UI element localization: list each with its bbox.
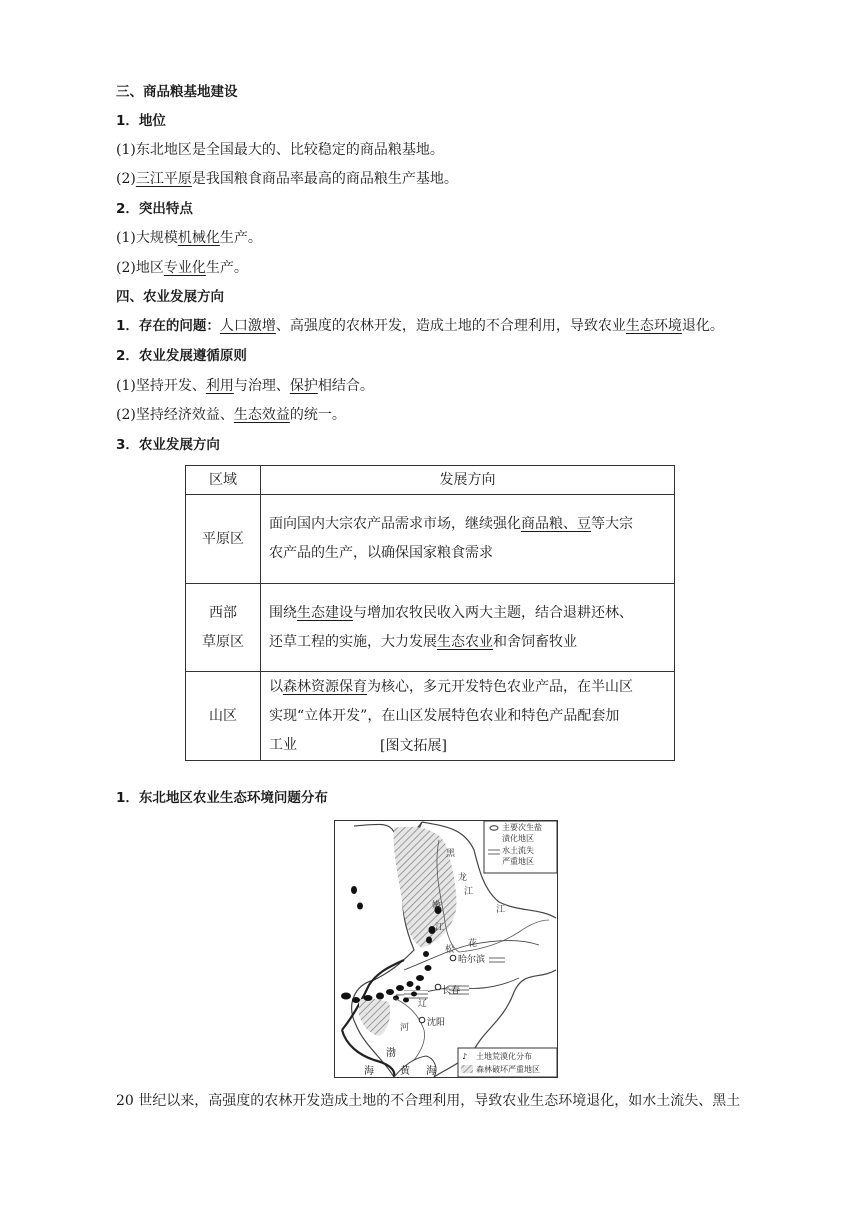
column-header-direction: 发展方向 xyxy=(261,466,675,495)
key-term: 生态效益 xyxy=(233,407,290,423)
city-label-shenyang: 沈阳 xyxy=(427,1018,446,1028)
key-term: 生态环境 xyxy=(625,318,682,334)
column-header-region: 区域 xyxy=(186,466,261,495)
city-label-harbin: 哈尔滨 xyxy=(458,955,486,965)
legend-text: 土地荒漠化分布 xyxy=(476,1052,532,1061)
heading-principles: 2．农业发展遵循原则 xyxy=(116,348,247,364)
paragraph: (1)坚持开发、利用与治理、保护相结合。 xyxy=(116,378,374,394)
heading-directions: 3．农业发展方向 xyxy=(116,437,220,453)
river-label: 辽 xyxy=(418,999,428,1009)
paragraph: (2)三江平原是我国粮食商品率最高的商品粮生产基地。 xyxy=(116,171,458,187)
river-label: 嫩 xyxy=(432,901,442,911)
direction-cell: 以森林资源保育为核心，多元开发特色农业产品，在半山区 实现“立体开发”，在山区发展特色农业和特色产品配套加 工业 xyxy=(261,672,675,761)
heading-status: 1．地位 xyxy=(116,113,166,129)
section-4-title: 四、农业发展方向 xyxy=(116,289,224,305)
region-cell: 山区 xyxy=(186,672,261,761)
soil-loss-legend-icon xyxy=(488,847,500,855)
city-marker-changchun xyxy=(435,984,441,990)
key-term: 人口激增 xyxy=(219,318,276,334)
figure-title: 1．东北地区农业生态环境问题分布 xyxy=(116,790,328,806)
sea-label: 黄 xyxy=(400,1066,410,1077)
key-term: 三江平原 xyxy=(135,171,192,187)
river-label: 江 xyxy=(496,905,506,915)
heading-features: 2．突出特点 xyxy=(116,201,193,217)
paragraph: (1)东北地区是全国最大的、比较稳定的商品粮基地。 xyxy=(116,142,444,158)
northeast-map xyxy=(334,820,558,1078)
table-header-row xyxy=(186,466,675,495)
key-term: 利用 xyxy=(205,378,234,394)
legend-top xyxy=(484,821,557,873)
region-cell: 西部 草原区 xyxy=(186,584,261,672)
paragraph: 20 世纪以来，高强度的农林开发造成土地的不合理利用，导致农业生态环境退化，如水土流失、黑土 xyxy=(116,1093,741,1109)
legend-text: 严重地区 xyxy=(502,857,534,866)
sea-label: 渤 xyxy=(386,1048,396,1059)
development-table xyxy=(185,465,675,761)
soil-loss-area xyxy=(489,955,505,965)
key-term: 保护 xyxy=(289,378,318,394)
sea-label: 海 xyxy=(426,1066,436,1077)
paragraph: (1)大规模机械化生产。 xyxy=(116,230,262,246)
paragraph: (2)坚持经济效益、生态效益的统一。 xyxy=(116,407,346,423)
region-cell: 平原区 xyxy=(186,495,261,584)
paragraph: 1．存在的问题：人口激增、高强度的农林开发，造成土地的不合理利用，导致农业生态环境退化。 xyxy=(116,318,724,334)
direction-cell: 面向国内大宗农产品需求市场，继续强化商品粮、豆等大宗 农产品的生产，以确保国家粮食需求 xyxy=(261,495,675,584)
direction-cell: 围绕生态建设与增加农牧民收入两大主题，结合退耕还林、 还草工程的实施，大力发展生态农业和舍饲畜牧业 xyxy=(261,584,675,672)
city-marker-shenyang xyxy=(419,1017,425,1023)
river-label: 江 xyxy=(435,923,445,933)
paragraph: (2)地区专业化生产。 xyxy=(116,260,248,276)
desertification-legend-icon: ♪ xyxy=(462,1052,468,1061)
river-label: 河 xyxy=(400,1023,410,1033)
city-label-changchun: 长春 xyxy=(442,986,461,996)
table-row xyxy=(186,584,675,672)
key-term: 专业化 xyxy=(163,260,206,276)
section-3-title: 三、商品粮基地建设 xyxy=(116,84,238,100)
sea-label: 海 xyxy=(364,1066,374,1077)
river-label: 江 xyxy=(464,887,474,897)
legend-text: 水土流失 xyxy=(502,846,534,855)
legend-text: 渍化地区 xyxy=(502,834,534,843)
legend-text: 森林破坏严重地区 xyxy=(476,1065,540,1074)
river-label: 松 xyxy=(445,945,455,955)
figure-caption: [图文拓展] xyxy=(380,738,447,754)
legend-bottom xyxy=(458,1048,557,1077)
city-marker-harbin xyxy=(450,955,456,961)
forest-legend-icon xyxy=(461,1065,473,1073)
river-label: 花 xyxy=(468,939,478,949)
table-row xyxy=(186,495,675,584)
river-label: 龙 xyxy=(458,873,468,883)
legend-text: 主要次生盐 xyxy=(502,823,542,832)
key-term: 机械化 xyxy=(177,230,220,246)
river-label: 黑 xyxy=(446,849,456,859)
